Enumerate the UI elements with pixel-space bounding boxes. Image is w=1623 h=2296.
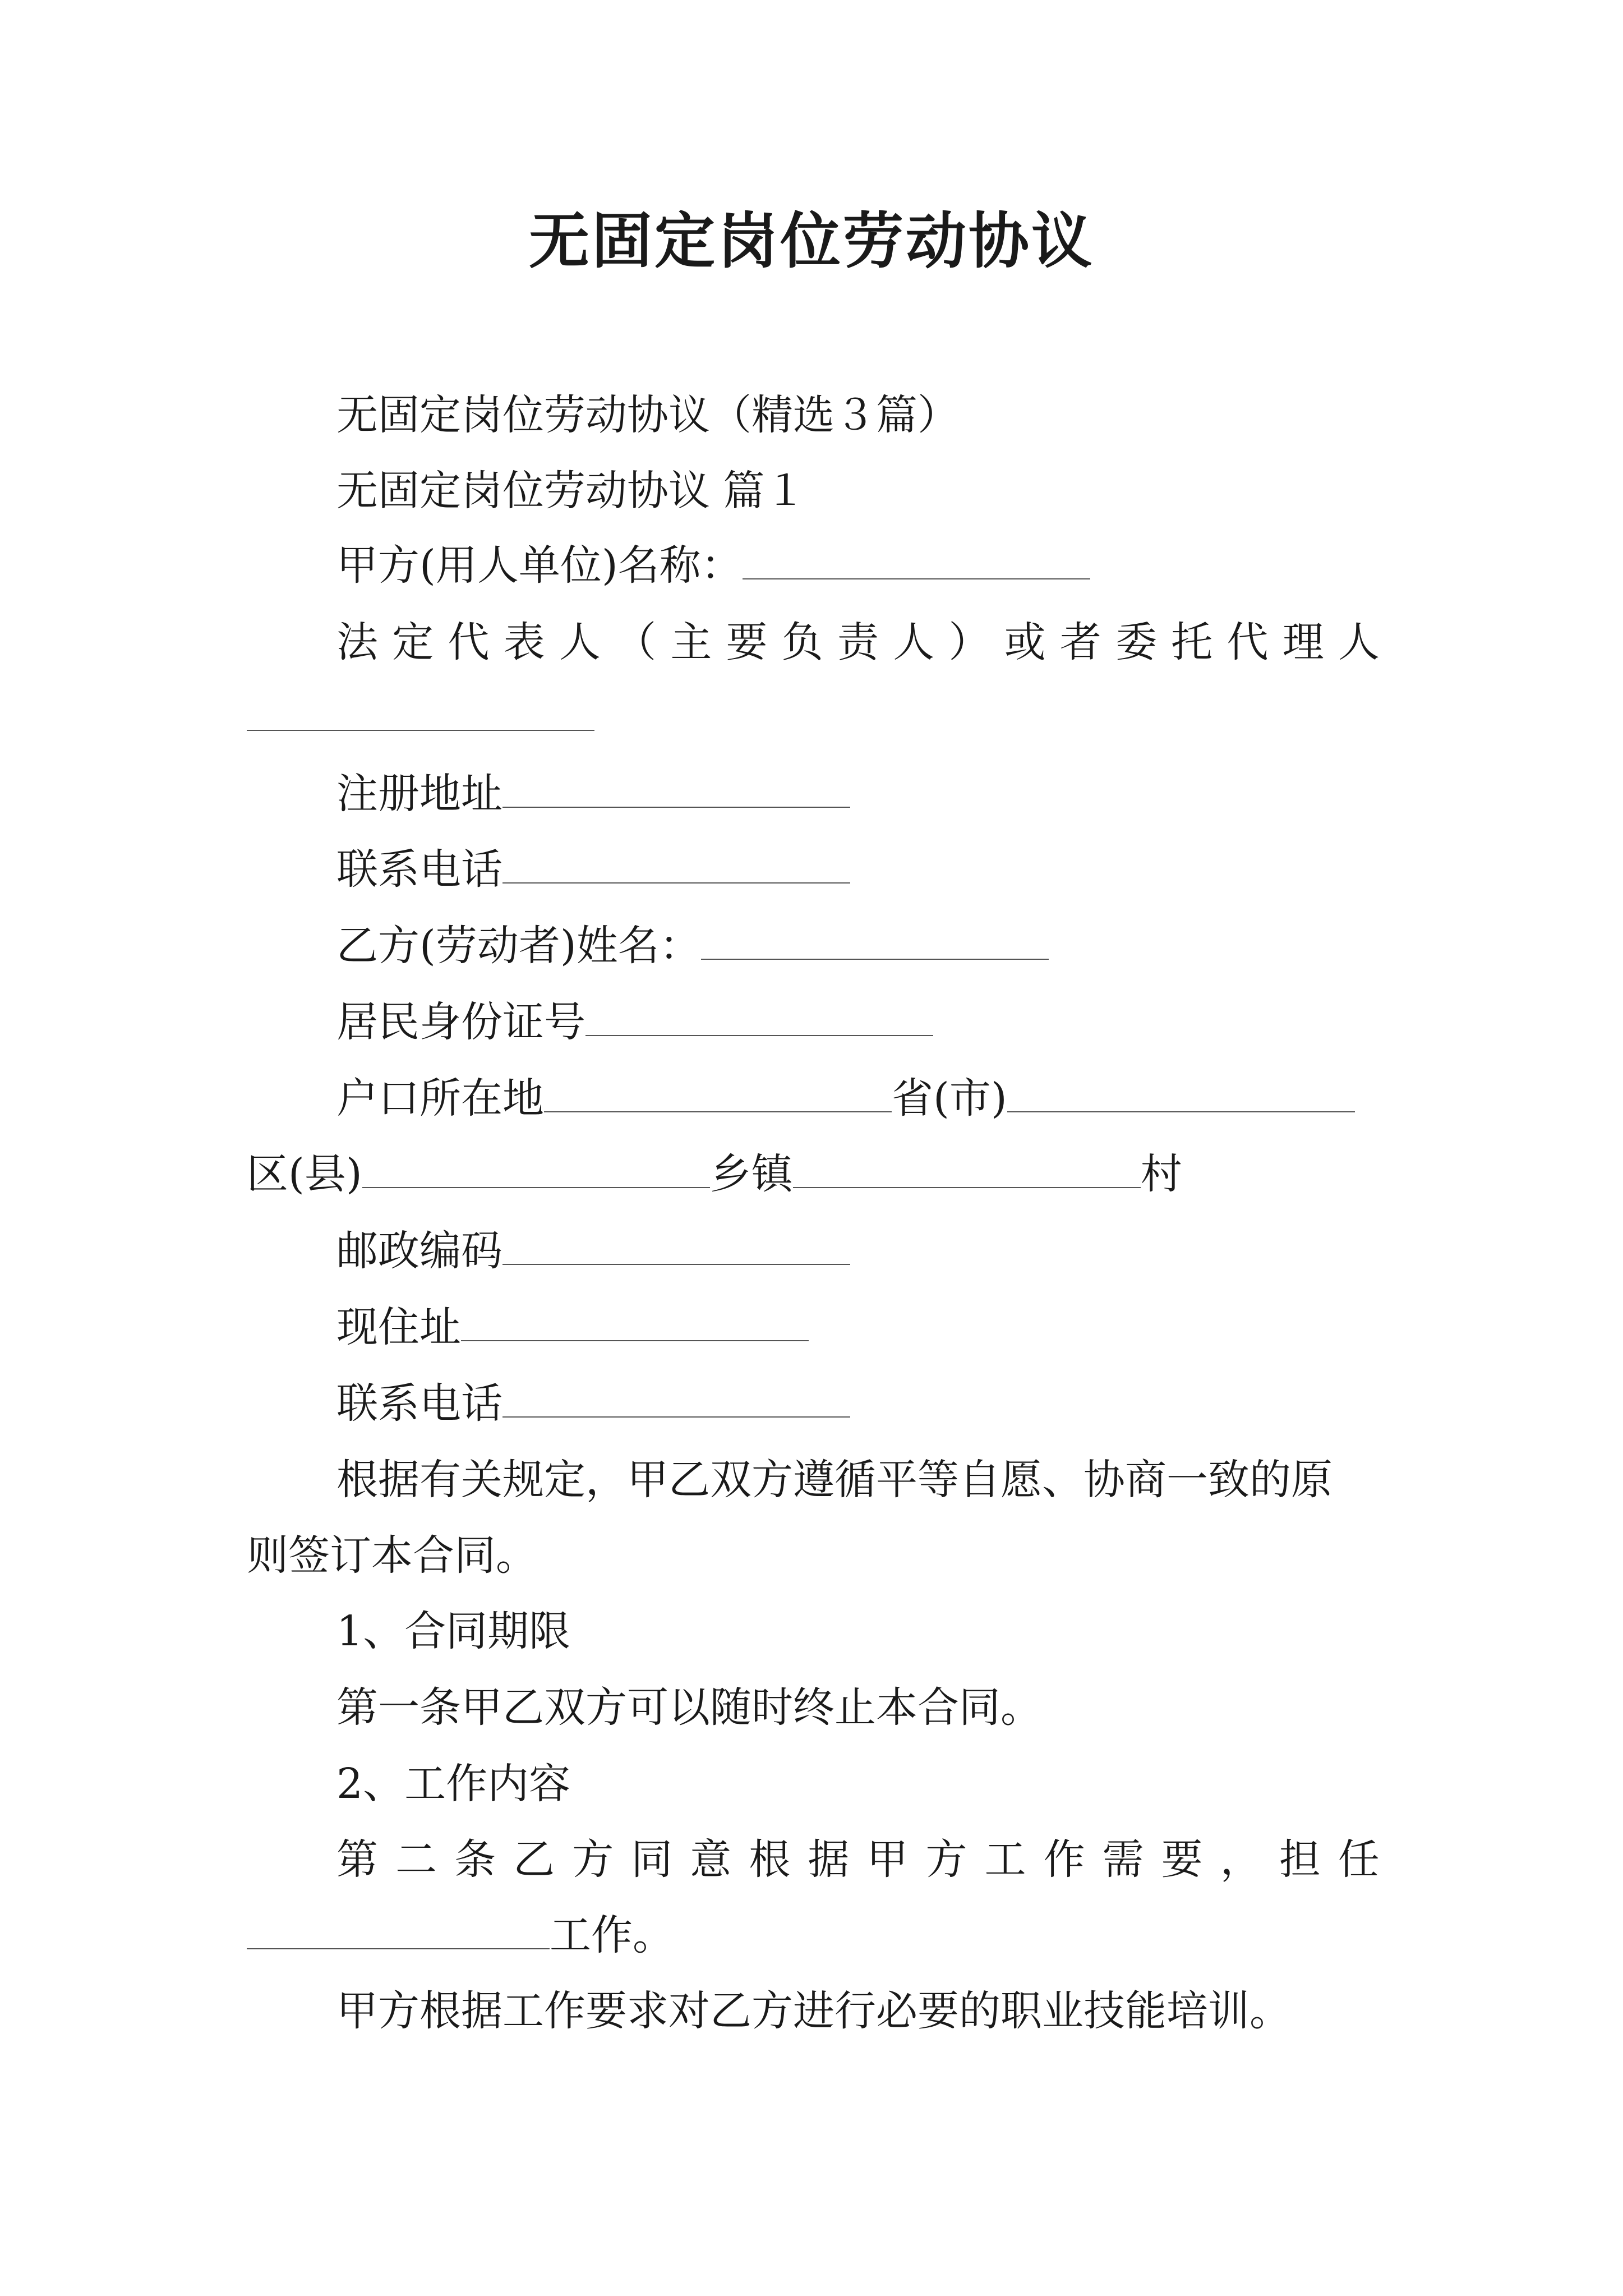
legal-rep-row: [247, 689, 594, 745]
clause-2-char: 第: [336, 1835, 378, 1884]
clause-2-char: 意: [690, 1835, 732, 1884]
phone-a-blank[interactable]: [502, 844, 850, 884]
article-heading: 无固定岗位劳动协议 篇１: [336, 467, 806, 515]
subtitle: 无固定岗位劳动协议（精选３篇）: [336, 391, 959, 439]
section-2-heading: 2、工作内容: [336, 1760, 571, 1808]
phone-b-blank[interactable]: [502, 1378, 850, 1418]
current-address-row: [336, 1299, 809, 1355]
province-blank[interactable]: [1007, 1073, 1355, 1112]
section-1-heading: 1、合同期限: [336, 1607, 571, 1655]
legal-rep-char: 定: [392, 618, 434, 666]
clause-2-char: 据: [808, 1835, 850, 1884]
clause-2-char: 要: [1161, 1835, 1203, 1884]
party-a-name-blank[interactable]: [743, 540, 1090, 579]
hukou-label: 户口所在地: [336, 1074, 544, 1122]
clause-2-char: 担: [1279, 1835, 1321, 1884]
party-a-name-label: 甲方(用人单位)名称：: [336, 541, 743, 590]
legal-rep-char: 托: [1171, 618, 1213, 666]
legal-rep-char: 负: [781, 618, 823, 666]
legal-rep-char: 理: [1282, 618, 1324, 666]
legal-rep-char: 人: [1338, 618, 1380, 666]
party-a-name-row: [336, 537, 1090, 593]
clause-2-char: 作: [1043, 1835, 1085, 1884]
legal-rep-char: 责: [837, 618, 879, 666]
clause-2-char: 方: [925, 1835, 967, 1884]
clause-2-char: 同: [631, 1835, 673, 1884]
township-blank[interactable]: [793, 1149, 1141, 1188]
province-label: 省(市): [892, 1074, 1007, 1122]
district-row: [247, 1146, 1182, 1202]
registered-address-label: 注册地址: [336, 770, 502, 818]
postal-code-blank[interactable]: [502, 1226, 850, 1265]
legal-rep-label: [336, 614, 1380, 670]
legal-rep-char: 委: [1115, 618, 1158, 666]
clause-2-char: 工: [984, 1835, 1026, 1884]
legal-rep-char: 人: [893, 618, 935, 666]
position-blank[interactable]: [247, 1910, 550, 1949]
clause-2-line-2: [247, 1907, 674, 1963]
clause-2-char: 任: [1338, 1835, 1380, 1884]
principle-line-1: 根据有关规定，甲乙双方遵循平等自愿、协商一致的原: [336, 1456, 1332, 1504]
legal-rep-char: 者: [1059, 618, 1101, 666]
phone-b-row: [336, 1375, 850, 1432]
clause-2-line-1: [336, 1832, 1380, 1888]
training-clause: 甲方根据工作要求对乙方进行必要的职业技能培训。: [336, 1987, 1291, 2035]
current-address-label: 现住址: [336, 1303, 461, 1351]
district-blank[interactable]: [362, 1149, 710, 1188]
township-label: 乡镇: [709, 1150, 793, 1198]
legal-rep-char: ）: [948, 618, 990, 666]
party-b-name-row: [336, 918, 1049, 974]
phone-b-label: 联系电话: [336, 1379, 502, 1428]
registered-address-blank[interactable]: [502, 769, 850, 808]
clause-2-char: 甲: [866, 1835, 909, 1884]
principle-line-2: 则签订本合同。: [247, 1531, 537, 1580]
legal-rep-char: 主: [670, 618, 712, 666]
clause-2-char: 根: [749, 1835, 791, 1884]
hukou-blank[interactable]: [544, 1073, 892, 1112]
postal-code-label: 邮政编码: [336, 1227, 502, 1275]
village-label: 村: [1140, 1150, 1182, 1198]
registered-address-row: [336, 766, 850, 822]
postal-code-row: [336, 1223, 850, 1279]
clause-2-char: 方: [572, 1835, 614, 1884]
clause-2-char: 乙: [513, 1835, 555, 1884]
legal-rep-char: （: [615, 618, 657, 666]
legal-rep-char: 代: [448, 618, 490, 666]
district-label: 区(县): [247, 1150, 362, 1198]
legal-rep-char: 表: [503, 618, 545, 666]
party-b-name-blank[interactable]: [701, 921, 1049, 960]
legal-rep-char: 要: [726, 618, 768, 666]
legal-rep-char: 人: [559, 618, 601, 666]
id-number-row: [336, 994, 933, 1050]
clause-2-char: ，: [1220, 1835, 1262, 1884]
id-number-label: 居民身份证号: [336, 998, 585, 1046]
legal-rep-char: 或: [1004, 618, 1046, 666]
document-title: 无固定岗位劳动协议: [528, 206, 1094, 277]
legal-rep-char: 代: [1227, 618, 1269, 666]
phone-a-row: [336, 841, 850, 898]
id-number-blank[interactable]: [585, 997, 933, 1036]
party-b-name-label: 乙方(劳动者)姓名：: [336, 922, 701, 970]
legal-rep-char: 法: [336, 618, 378, 666]
clause-1: 第一条甲乙双方可以随时终止本合同。: [336, 1683, 1042, 1732]
legal-rep-blank[interactable]: [247, 692, 594, 731]
clause-2-end: 工作。: [550, 1911, 674, 1959]
clause-2-char: 二: [395, 1835, 437, 1884]
clause-2-char: 需: [1102, 1835, 1144, 1884]
clause-2-char: 条: [454, 1835, 496, 1884]
phone-a-label: 联系电话: [336, 845, 502, 894]
hukou-row: [336, 1070, 1355, 1126]
current-address-blank[interactable]: [461, 1302, 809, 1341]
